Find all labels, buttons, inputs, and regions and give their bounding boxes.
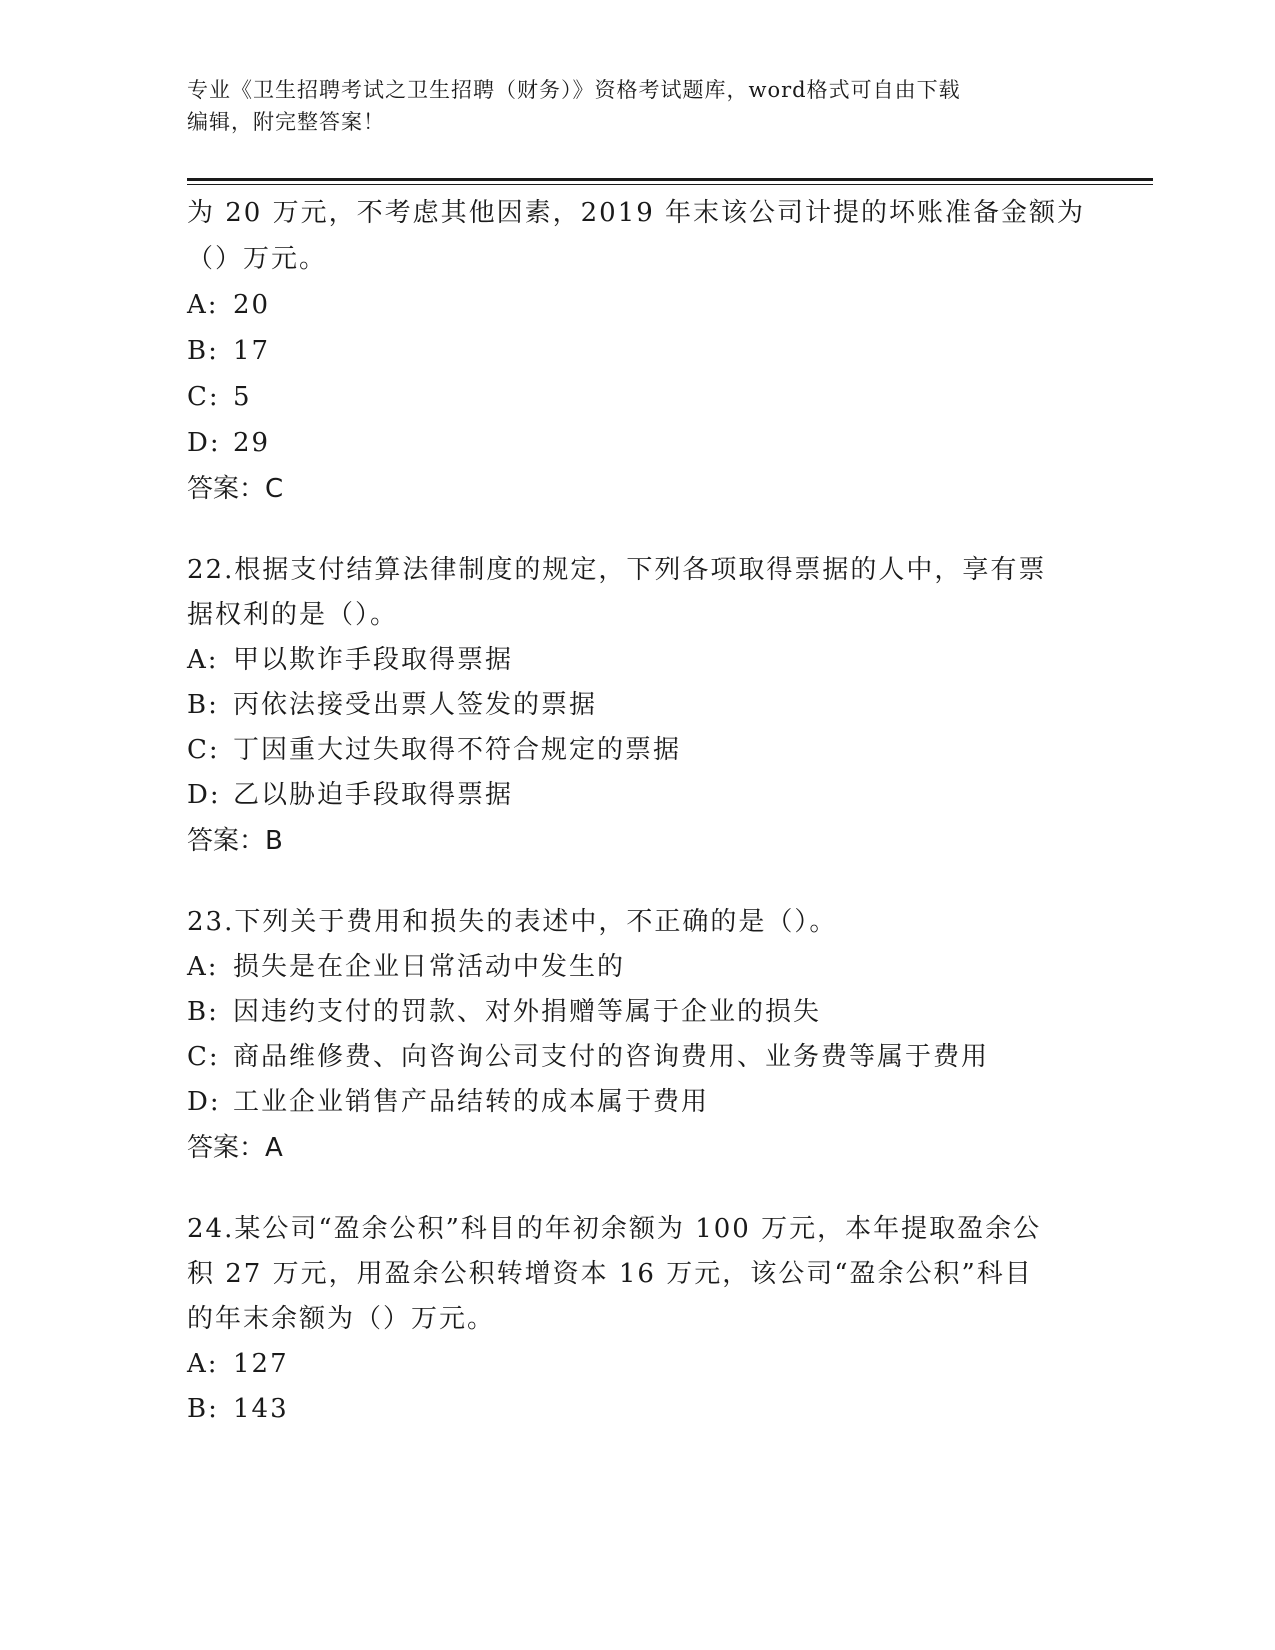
option-key: B: <box>187 336 219 366</box>
option-key: D: <box>187 428 221 458</box>
option-value: 127 <box>233 1349 289 1379</box>
option-value: 损失是在企业日常活动中发生的 <box>233 952 626 982</box>
question-24 <box>187 1207 1087 1432</box>
option-value: 甲以欺诈手段取得票据 <box>233 645 514 675</box>
option-value: 20 <box>233 290 271 320</box>
question-text-line: 积 27 万元，用盈余公积转增资本 16 万元，该公司“盈余公积”科目 <box>187 1259 1033 1289</box>
option-c <box>187 1035 1087 1080</box>
option-key: A: <box>187 952 219 982</box>
option-c <box>187 728 1087 773</box>
question-text-line: （）万元。 <box>187 244 328 274</box>
option-value: 5 <box>233 382 252 412</box>
question-23 <box>187 900 1087 1171</box>
option-a <box>187 945 1087 990</box>
header-divider-thick <box>187 178 1153 181</box>
option-b <box>187 990 1087 1035</box>
answer-line: 答案：C <box>187 474 284 504</box>
option-value: 29 <box>233 428 271 458</box>
question-text-line: 的年末余额为（）万元。 <box>187 1304 496 1334</box>
option-a <box>187 282 1087 328</box>
option-d <box>187 420 1087 466</box>
option-key: D: <box>187 780 221 810</box>
option-key: D: <box>187 1087 221 1117</box>
option-key: B: <box>187 997 219 1027</box>
option-value: 17 <box>233 336 271 366</box>
option-key: B: <box>187 1394 219 1424</box>
option-d <box>187 773 1087 818</box>
option-key: B: <box>187 690 219 720</box>
question-22 <box>187 548 1087 864</box>
option-value: 因违约支付的罚款、对外捐赠等属于企业的损失 <box>233 997 822 1027</box>
option-a <box>187 638 1087 683</box>
question-text-line: 22.根据支付结算法律制度的规定，下列各项取得票据的人中，享有票 <box>187 555 1047 585</box>
option-key: A: <box>187 1349 219 1379</box>
question-21 <box>187 190 1087 512</box>
answer-line: 答案：B <box>187 826 283 856</box>
option-value: 工业企业销售产品结转的成本属于费用 <box>233 1087 710 1117</box>
answer-line: 答案：A <box>187 1133 283 1163</box>
option-value: 143 <box>233 1394 289 1424</box>
question-text-line: 为 20 万元，不考虑其他因素，2019 年末该公司计提的坏账准备金额为 <box>187 198 1086 228</box>
document-header <box>187 74 1067 138</box>
header-divider-thin <box>187 184 1153 185</box>
option-value: 丙依法接受出票人签发的票据 <box>233 690 598 720</box>
option-key: C: <box>187 1042 220 1072</box>
option-b <box>187 328 1087 374</box>
option-c <box>187 374 1087 420</box>
question-list <box>187 190 1087 1432</box>
option-value: 商品维修费、向咨询公司支付的咨询费用、业务费等属于费用 <box>233 1042 990 1072</box>
question-text-line: 23.下列关于费用和损失的表述中，不正确的是（）。 <box>187 907 838 937</box>
header-line-1: 专业《卫生招聘考试之卫生招聘（财务）》资格考试题库，word格式可自由下载 <box>187 78 961 102</box>
option-key: C: <box>187 735 220 765</box>
option-value: 乙以胁迫手段取得票据 <box>233 780 514 810</box>
option-key: A: <box>187 290 219 320</box>
option-key: C: <box>187 382 220 412</box>
option-b <box>187 683 1087 728</box>
option-d <box>187 1080 1087 1125</box>
option-key: A: <box>187 645 219 675</box>
option-b <box>187 1387 1087 1432</box>
option-a <box>187 1342 1087 1387</box>
option-value: 丁因重大过失取得不符合规定的票据 <box>233 735 682 765</box>
header-line-2: 编辑，附完整答案！ <box>187 110 385 134</box>
question-text-line: 据权利的是（）。 <box>187 600 399 630</box>
question-text-line: 24.某公司“盈余公积”科目的年初余额为 100 万元，本年提取盈余公 <box>187 1214 1042 1244</box>
